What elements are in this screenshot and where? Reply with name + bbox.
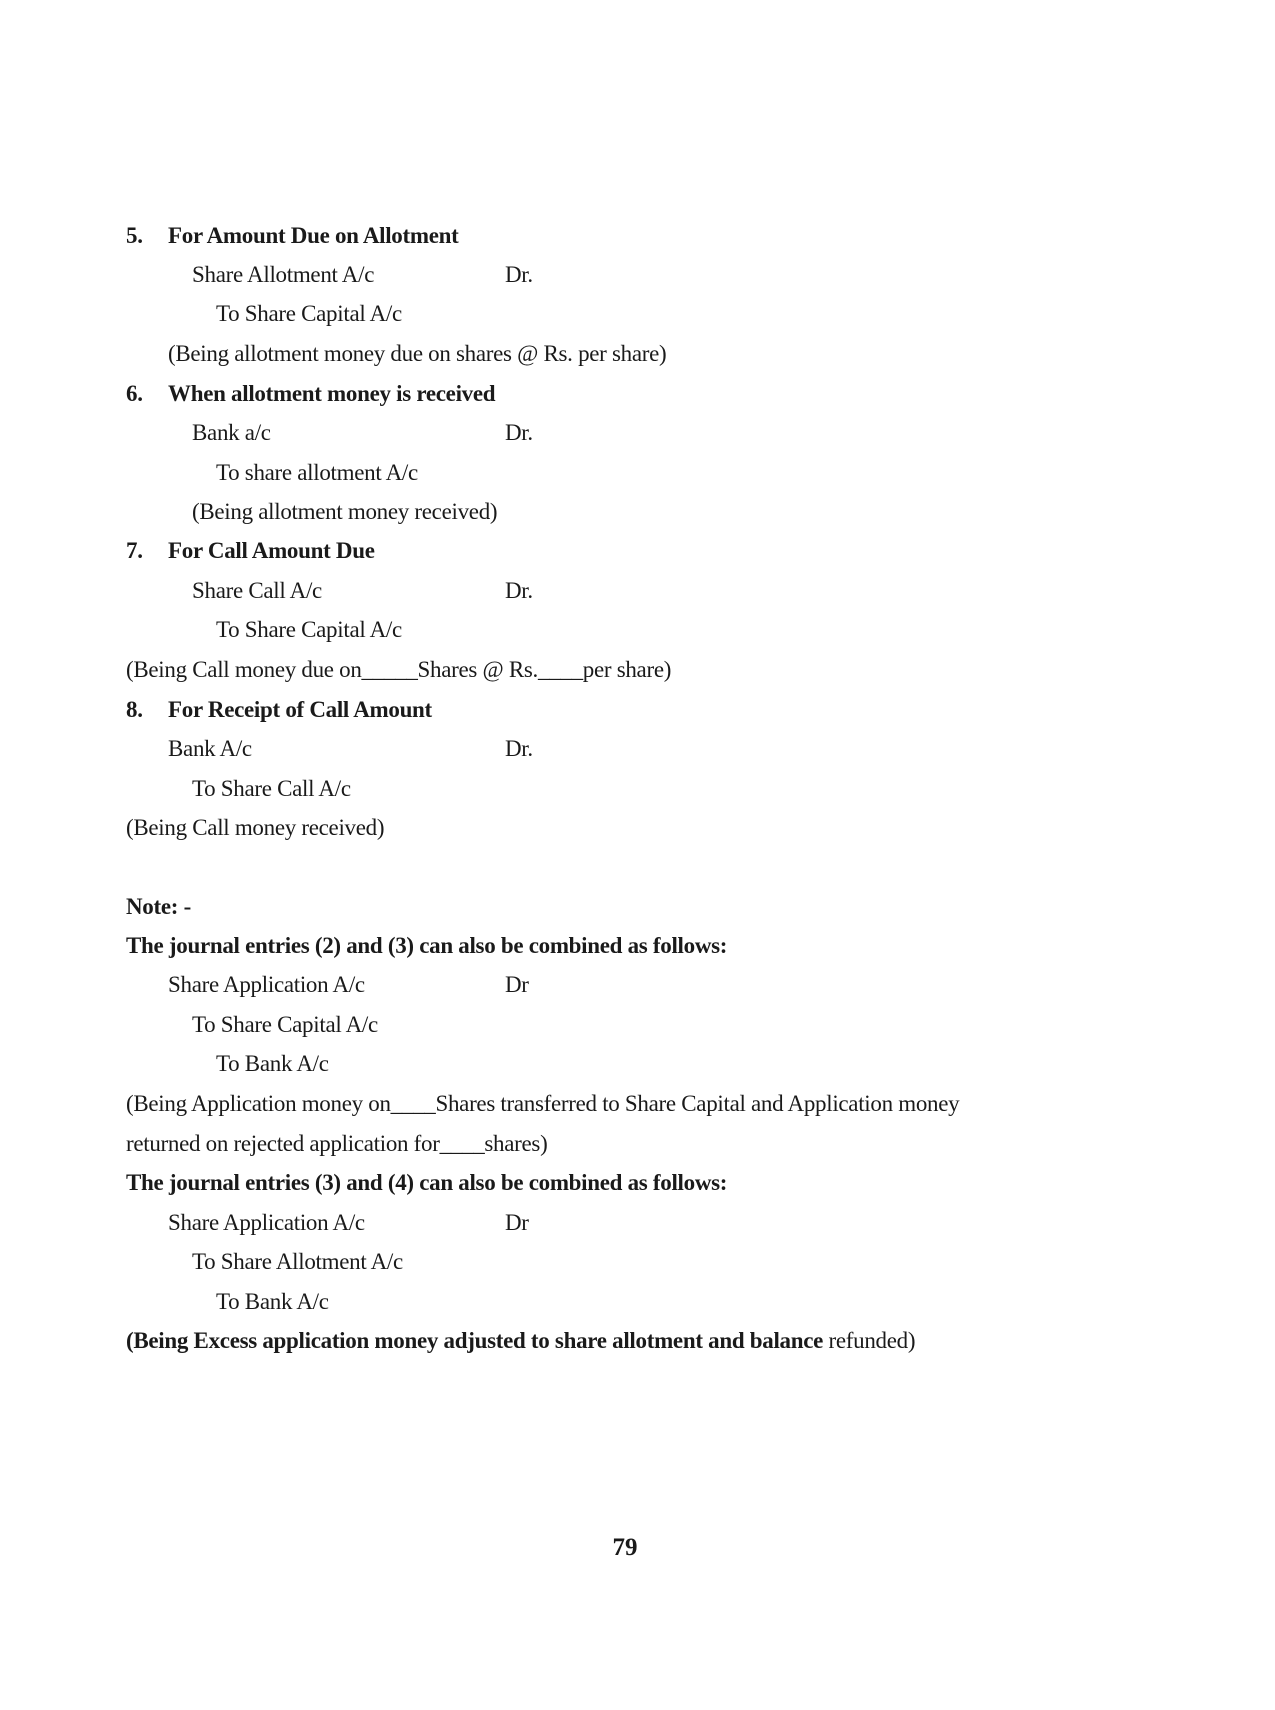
combo1-dr: Dr	[505, 972, 529, 997]
entry-5-narration: (Being allotment money due on shares @ Rs. per share)	[168, 341, 667, 366]
entry-8-debit: Bank A/c	[168, 736, 252, 761]
entry-8-heading	[126, 696, 432, 724]
entry-title: For Receipt of Call Amount	[168, 697, 432, 722]
entry-number: 6.	[126, 381, 143, 406]
entry-5-dr: Dr.	[505, 262, 533, 287]
entry-5-heading	[126, 222, 459, 250]
entry-6-dr: Dr.	[505, 420, 533, 445]
entry-number: 5.	[126, 223, 143, 248]
entry-7-debit: Share Call A/c	[192, 578, 322, 603]
entry-7-narration: (Being Call money due on_____Shares @ Rs.____per share)	[126, 657, 672, 682]
entry-7-dr: Dr.	[505, 578, 533, 603]
combo2-dr: Dr	[505, 1210, 529, 1235]
combo2-credit-1: To Share Allotment A/c	[192, 1249, 403, 1274]
entry-number: 7.	[126, 538, 143, 563]
combo2-narration-bold: (Being Excess application money adjusted to share allotment and balance	[126, 1328, 824, 1353]
entry-7-heading	[126, 537, 375, 565]
entry-title: For Amount Due on Allotment	[168, 223, 459, 248]
entry-6-debit: Bank a/c	[192, 420, 271, 445]
page-number: 79	[612, 1534, 638, 1561]
entry-5-debit: Share Allotment A/c	[192, 262, 375, 287]
combo1-heading: The journal entries (2) and (3) can also be combined as follows:	[126, 933, 728, 958]
combo1-debit: Share Application A/c	[168, 972, 365, 997]
entry-number: 8.	[126, 697, 143, 722]
entry-8-narration: (Being Call money received)	[126, 815, 385, 840]
combo1-narration-line-2: returned on rejected application for____shares)	[126, 1131, 548, 1156]
entry-7-credit: To Share Capital A/c	[216, 617, 402, 642]
entry-6-narration: (Being allotment money received)	[192, 499, 498, 524]
combo2-debit: Share Application A/c	[168, 1210, 365, 1235]
entry-6-credit: To share allotment A/c	[216, 460, 418, 485]
combo1-credit-2: To Bank A/c	[216, 1051, 329, 1076]
combo2-narration	[126, 1327, 915, 1355]
entry-8-credit: To Share Call A/c	[192, 776, 351, 801]
entry-6-heading	[126, 380, 495, 408]
combo2-heading: The journal entries (3) and (4) can also be combined as follows:	[126, 1170, 728, 1195]
entry-8-dr: Dr.	[505, 736, 533, 761]
combo2-credit-2: To Bank A/c	[216, 1289, 329, 1314]
combo1-narration-line-1: (Being Application money on____Shares transferred to Share Capital and Application money	[126, 1091, 960, 1116]
entry-title: For Call Amount Due	[168, 538, 375, 563]
entry-title: When allotment money is received	[168, 381, 496, 406]
combo2-narration-rest: refunded)	[823, 1328, 916, 1353]
note-label: Note: -	[126, 894, 191, 919]
entry-5-credit: To Share Capital A/c	[216, 301, 402, 326]
combo1-credit-1: To Share Capital A/c	[192, 1012, 378, 1037]
